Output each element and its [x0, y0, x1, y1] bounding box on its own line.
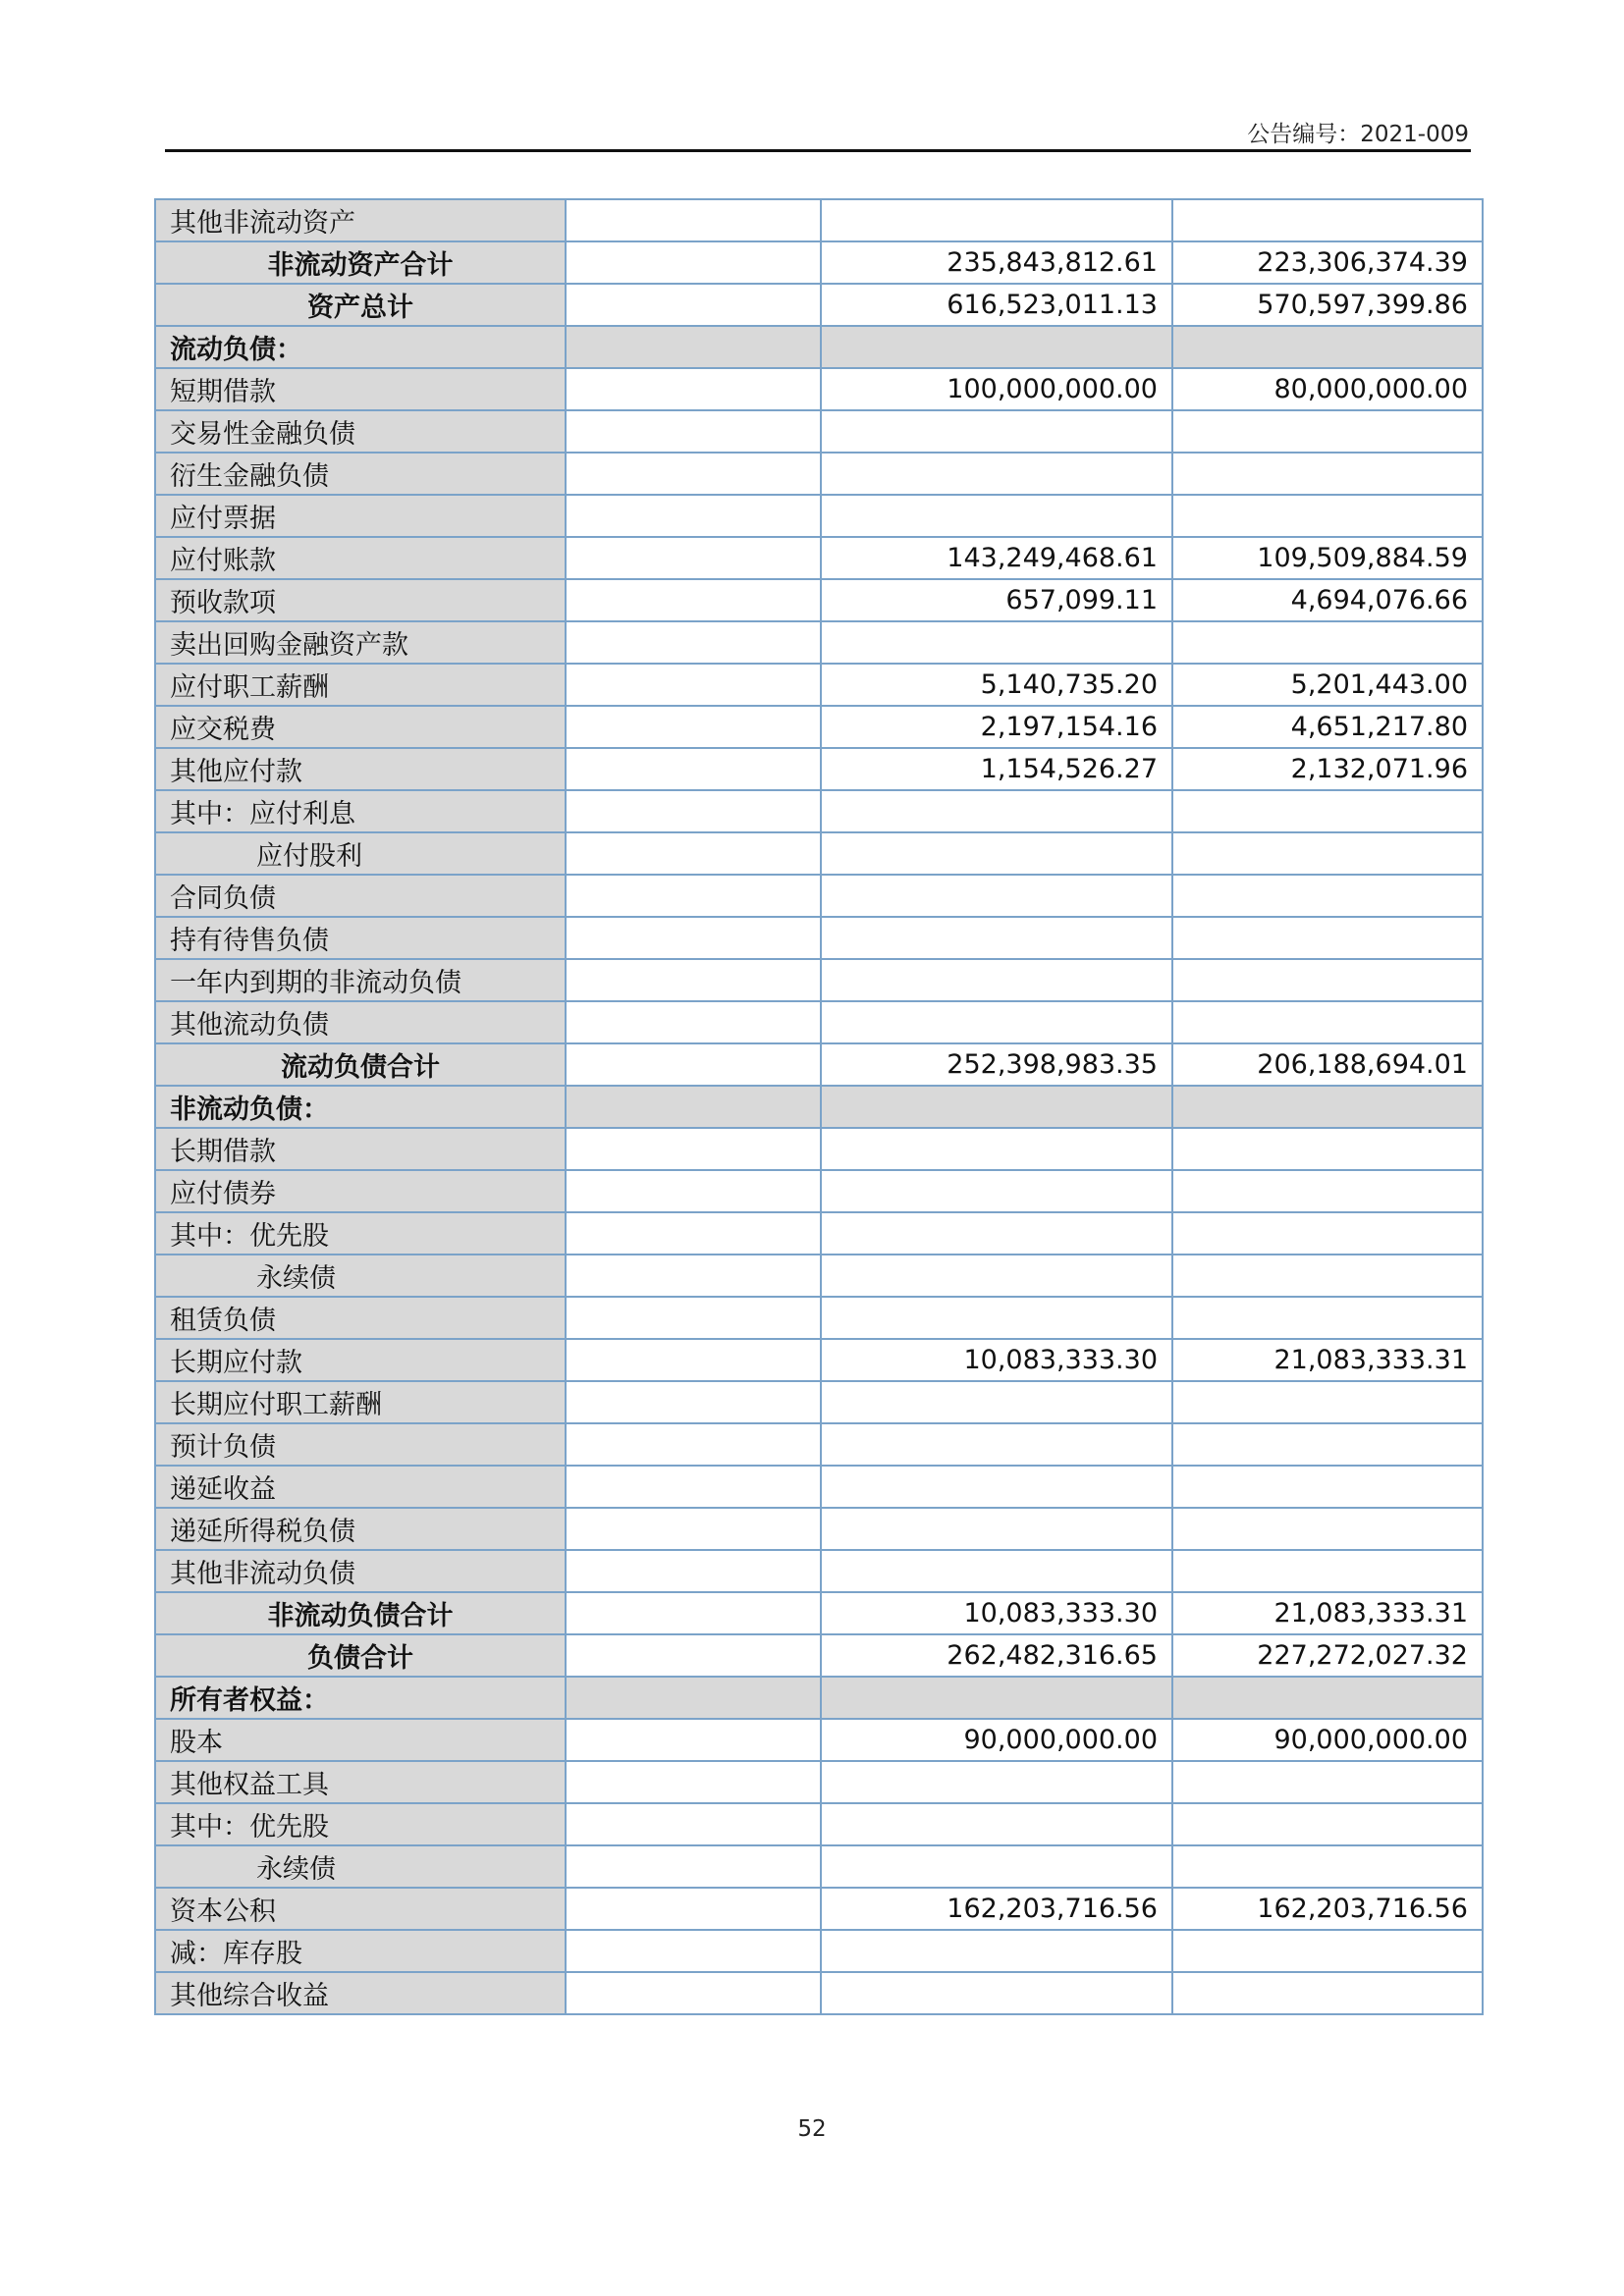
prior-period-value: [1172, 1930, 1483, 1972]
row-label: 其他权益工具: [155, 1761, 566, 1803]
row-label: 应付账款: [155, 537, 566, 579]
table-row: [155, 1086, 1483, 1128]
row-label: 其他非流动资产: [155, 199, 566, 241]
note-cell: [566, 537, 821, 579]
note-cell: [566, 1930, 821, 1972]
page-header: [165, 110, 1471, 152]
note-cell: [566, 1592, 821, 1634]
current-period-value: 252,398,983.35: [821, 1043, 1172, 1086]
note-cell: [566, 1212, 821, 1255]
note-cell: [566, 284, 821, 326]
current-period-value: [821, 453, 1172, 495]
table-row: [155, 748, 1483, 790]
note-cell: [566, 1001, 821, 1043]
note-cell: [566, 368, 821, 410]
prior-period-value: [1172, 199, 1483, 241]
row-label: 其他流动负债: [155, 1001, 566, 1043]
table-row: [155, 1381, 1483, 1423]
prior-period-value: [1172, 875, 1483, 917]
note-cell: [566, 1845, 821, 1888]
prior-period-value: [1172, 1972, 1483, 2014]
prior-period-value: 227,272,027.32: [1172, 1634, 1483, 1677]
prior-period-value: [1172, 1677, 1483, 1719]
note-cell: [566, 1339, 821, 1381]
current-period-value: 262,482,316.65: [821, 1634, 1172, 1677]
prior-period-value: [1172, 1466, 1483, 1508]
current-period-value: [821, 1170, 1172, 1212]
table-row: [155, 875, 1483, 917]
row-label: 应付债券: [155, 1170, 566, 1212]
note-cell: [566, 1423, 821, 1466]
note-cell: [566, 1888, 821, 1930]
row-label: 长期借款: [155, 1128, 566, 1170]
note-cell: [566, 1634, 821, 1677]
prior-period-value: 5,201,443.00: [1172, 664, 1483, 706]
table-row: [155, 368, 1483, 410]
table-row: [155, 241, 1483, 284]
prior-period-value: 570,597,399.86: [1172, 284, 1483, 326]
prior-period-value: [1172, 621, 1483, 664]
table-row: [155, 1972, 1483, 2014]
current-period-value: [821, 1255, 1172, 1297]
table-row: [155, 1888, 1483, 1930]
note-cell: [566, 1761, 821, 1803]
balance-sheet-body: [155, 199, 1483, 2014]
note-cell: [566, 326, 821, 368]
table-row: [155, 579, 1483, 621]
note-cell: [566, 748, 821, 790]
table-row: [155, 1761, 1483, 1803]
current-period-value: [821, 917, 1172, 959]
note-cell: [566, 1972, 821, 2014]
row-label: 租赁负债: [155, 1297, 566, 1339]
row-label: 所有者权益：: [155, 1677, 566, 1719]
note-cell: [566, 917, 821, 959]
row-label: 交易性金融负债: [155, 410, 566, 453]
row-label: 一年内到期的非流动负债: [155, 959, 566, 1001]
table-row: [155, 621, 1483, 664]
prior-period-value: 90,000,000.00: [1172, 1719, 1483, 1761]
current-period-value: 657,099.11: [821, 579, 1172, 621]
note-cell: [566, 832, 821, 875]
table-row: [155, 1423, 1483, 1466]
note-cell: [566, 1677, 821, 1719]
row-label: 其中：优先股: [155, 1803, 566, 1845]
row-label: 减：库存股: [155, 1930, 566, 1972]
announcement-number: 公告编号：2021-009: [1247, 122, 1469, 147]
note-cell: [566, 1550, 821, 1592]
current-period-value: [821, 1086, 1172, 1128]
row-label: 流动负债合计: [155, 1043, 566, 1086]
table-row: [155, 1001, 1483, 1043]
table-row: [155, 706, 1483, 748]
table-row: [155, 410, 1483, 453]
prior-period-value: 80,000,000.00: [1172, 368, 1483, 410]
row-label: 应付股利: [155, 832, 566, 875]
current-period-value: [821, 1845, 1172, 1888]
note-cell: [566, 1719, 821, 1761]
current-period-value: [821, 1930, 1172, 1972]
note-cell: [566, 495, 821, 537]
row-label: 卖出回购金融资产款: [155, 621, 566, 664]
prior-period-value: [1172, 1508, 1483, 1550]
row-label: 其他非流动负债: [155, 1550, 566, 1592]
current-period-value: [821, 1803, 1172, 1845]
note-cell: [566, 1297, 821, 1339]
table-row: [155, 1466, 1483, 1508]
row-label: 非流动负债合计: [155, 1592, 566, 1634]
row-label: 永续债: [155, 1845, 566, 1888]
prior-period-value: [1172, 326, 1483, 368]
prior-period-value: [1172, 1170, 1483, 1212]
row-label: 永续债: [155, 1255, 566, 1297]
prior-period-value: 21,083,333.31: [1172, 1592, 1483, 1634]
page-number: 52: [797, 2116, 827, 2142]
current-period-value: [821, 959, 1172, 1001]
table-row: [155, 790, 1483, 832]
note-cell: [566, 1255, 821, 1297]
current-period-value: [821, 1297, 1172, 1339]
row-label: 短期借款: [155, 368, 566, 410]
table-row: [155, 1128, 1483, 1170]
row-label: 其他应付款: [155, 748, 566, 790]
current-period-value: [821, 1212, 1172, 1255]
current-period-value: [821, 1466, 1172, 1508]
prior-period-value: 4,694,076.66: [1172, 579, 1483, 621]
table-row: [155, 1803, 1483, 1845]
table-row: [155, 832, 1483, 875]
row-label: 预计负债: [155, 1423, 566, 1466]
note-cell: [566, 579, 821, 621]
table-row: [155, 1297, 1483, 1339]
row-label: 其他综合收益: [155, 1972, 566, 2014]
table-row: [155, 1550, 1483, 1592]
current-period-value: [821, 1423, 1172, 1466]
note-cell: [566, 1508, 821, 1550]
note-cell: [566, 1803, 821, 1845]
note-cell: [566, 790, 821, 832]
prior-period-value: [1172, 1255, 1483, 1297]
row-label: 负债合计: [155, 1634, 566, 1677]
prior-period-value: 206,188,694.01: [1172, 1043, 1483, 1086]
table-row: [155, 1508, 1483, 1550]
row-label: 递延收益: [155, 1466, 566, 1508]
prior-period-value: [1172, 1212, 1483, 1255]
table-row: [155, 453, 1483, 495]
prior-period-value: [1172, 917, 1483, 959]
note-cell: [566, 199, 821, 241]
prior-period-value: 223,306,374.39: [1172, 241, 1483, 284]
current-period-value: [821, 1381, 1172, 1423]
note-cell: [566, 410, 821, 453]
note-cell: [566, 1128, 821, 1170]
note-cell: [566, 1381, 821, 1423]
prior-period-value: 4,651,217.80: [1172, 706, 1483, 748]
current-period-value: [821, 832, 1172, 875]
table-row: [155, 917, 1483, 959]
current-period-value: 5,140,735.20: [821, 664, 1172, 706]
current-period-value: 10,083,333.30: [821, 1339, 1172, 1381]
balance-sheet-table: [154, 198, 1484, 2015]
table-row: [155, 284, 1483, 326]
row-label: 非流动负债：: [155, 1086, 566, 1128]
row-label: 长期应付款: [155, 1339, 566, 1381]
current-period-value: 235,843,812.61: [821, 241, 1172, 284]
prior-period-value: [1172, 1086, 1483, 1128]
current-period-value: 2,197,154.16: [821, 706, 1172, 748]
table-row: [155, 1170, 1483, 1212]
current-period-value: [821, 1001, 1172, 1043]
current-period-value: [821, 1761, 1172, 1803]
row-label: 合同负债: [155, 875, 566, 917]
table-row: [155, 199, 1483, 241]
row-label: 应付票据: [155, 495, 566, 537]
table-row: [155, 1339, 1483, 1381]
note-cell: [566, 875, 821, 917]
row-label: 长期应付职工薪酬: [155, 1381, 566, 1423]
note-cell: [566, 1466, 821, 1508]
row-label: 持有待售负债: [155, 917, 566, 959]
current-period-value: [821, 199, 1172, 241]
prior-period-value: [1172, 1381, 1483, 1423]
note-cell: [566, 621, 821, 664]
note-cell: [566, 453, 821, 495]
current-period-value: 1,154,526.27: [821, 748, 1172, 790]
table-row: [155, 1930, 1483, 1972]
prior-period-value: 2,132,071.96: [1172, 748, 1483, 790]
row-label: 资产总计: [155, 284, 566, 326]
prior-period-value: [1172, 495, 1483, 537]
prior-period-value: [1172, 1128, 1483, 1170]
current-period-value: [821, 621, 1172, 664]
note-cell: [566, 664, 821, 706]
row-label: 衍生金融负债: [155, 453, 566, 495]
current-period-value: 100,000,000.00: [821, 368, 1172, 410]
current-period-value: 616,523,011.13: [821, 284, 1172, 326]
current-period-value: [821, 1128, 1172, 1170]
row-label: 递延所得税负债: [155, 1508, 566, 1550]
row-label: 应付职工薪酬: [155, 664, 566, 706]
prior-period-value: [1172, 832, 1483, 875]
table-row: [155, 1212, 1483, 1255]
prior-period-value: [1172, 1001, 1483, 1043]
table-row: [155, 1677, 1483, 1719]
prior-period-value: [1172, 1297, 1483, 1339]
table-row: [155, 1719, 1483, 1761]
row-label: 流动负债：: [155, 326, 566, 368]
current-period-value: 143,249,468.61: [821, 537, 1172, 579]
row-label: 应交税费: [155, 706, 566, 748]
table-row: [155, 1845, 1483, 1888]
prior-period-value: [1172, 1550, 1483, 1592]
prior-period-value: 21,083,333.31: [1172, 1339, 1483, 1381]
table-row: [155, 1634, 1483, 1677]
row-label: 预收款项: [155, 579, 566, 621]
note-cell: [566, 706, 821, 748]
current-period-value: 162,203,716.56: [821, 1888, 1172, 1930]
prior-period-value: [1172, 790, 1483, 832]
table-row: [155, 959, 1483, 1001]
table-row: [155, 1592, 1483, 1634]
current-period-value: [821, 1550, 1172, 1592]
prior-period-value: [1172, 1423, 1483, 1466]
current-period-value: 90,000,000.00: [821, 1719, 1172, 1761]
current-period-value: [821, 1677, 1172, 1719]
prior-period-value: [1172, 410, 1483, 453]
prior-period-value: [1172, 1761, 1483, 1803]
current-period-value: 10,083,333.30: [821, 1592, 1172, 1634]
current-period-value: [821, 495, 1172, 537]
current-period-value: [821, 1972, 1172, 2014]
table-row: [155, 664, 1483, 706]
prior-period-value: [1172, 959, 1483, 1001]
note-cell: [566, 1170, 821, 1212]
row-label: 股本: [155, 1719, 566, 1761]
prior-period-value: 162,203,716.56: [1172, 1888, 1483, 1930]
current-period-value: [821, 1508, 1172, 1550]
table-row: [155, 1043, 1483, 1086]
current-period-value: [821, 326, 1172, 368]
note-cell: [566, 241, 821, 284]
row-label: 其中：优先股: [155, 1212, 566, 1255]
current-period-value: [821, 790, 1172, 832]
table-row: [155, 1255, 1483, 1297]
current-period-value: [821, 410, 1172, 453]
current-period-value: [821, 875, 1172, 917]
note-cell: [566, 1043, 821, 1086]
note-cell: [566, 959, 821, 1001]
row-label: 其中：应付利息: [155, 790, 566, 832]
prior-period-value: [1172, 1845, 1483, 1888]
row-label: 非流动资产合计: [155, 241, 566, 284]
table-row: [155, 326, 1483, 368]
note-cell: [566, 1086, 821, 1128]
row-label: 资本公积: [155, 1888, 566, 1930]
prior-period-value: [1172, 1803, 1483, 1845]
table-row: [155, 537, 1483, 579]
prior-period-value: [1172, 453, 1483, 495]
prior-period-value: 109,509,884.59: [1172, 537, 1483, 579]
table-row: [155, 495, 1483, 537]
